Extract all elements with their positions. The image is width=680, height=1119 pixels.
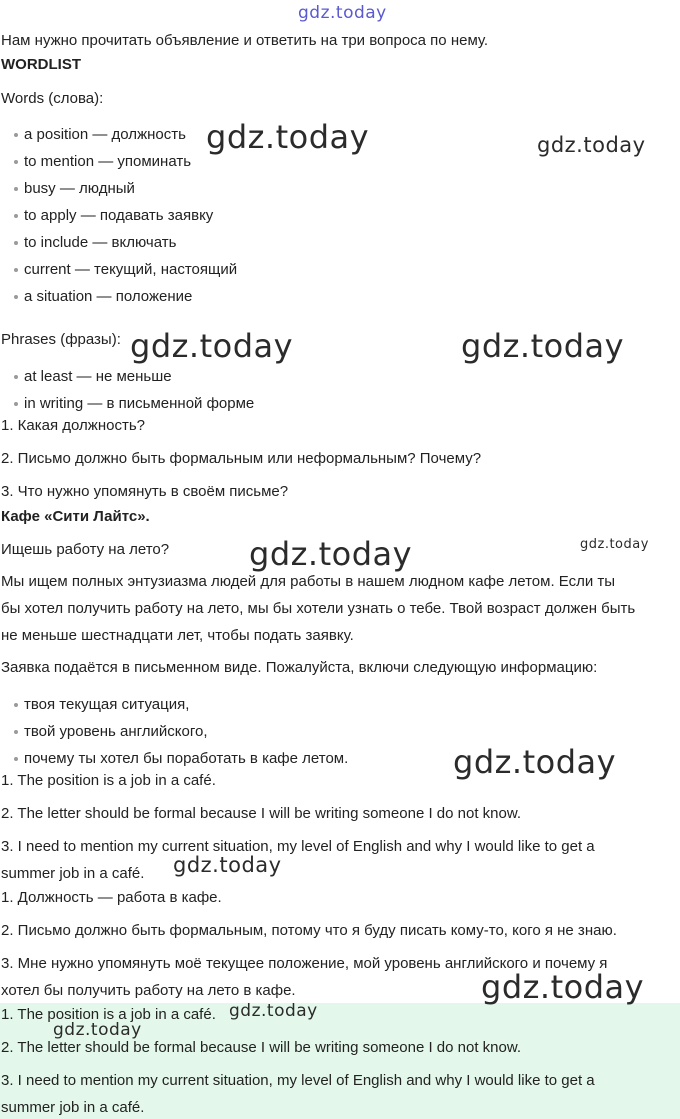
watermark: gdz.today bbox=[481, 968, 645, 1006]
ad-paragraph-line: Мы ищем полных энтузиазма людей для работы в нашем людном кафе летом. Если ты bbox=[1, 573, 616, 590]
watermark: gdz.today bbox=[249, 535, 413, 573]
list-item: твой уровень английского, bbox=[12, 721, 348, 748]
watermark: gdz.today bbox=[206, 118, 370, 156]
answer-hl-3: 3. I need to mention my current situation, my level of English and why I would like to get a bbox=[1, 1072, 595, 1089]
phrases-label: Phrases (фразы): bbox=[1, 331, 121, 348]
answer-ru-3-cont: хотел бы получить работу на лето в кафе. bbox=[1, 982, 296, 999]
watermark: gdz.today bbox=[173, 853, 282, 877]
ad-paragraph-line: бы хотел получить работу на лето, мы бы хотели узнать о тебе. Твой возраст должен быть bbox=[1, 600, 636, 617]
question-2: 2. Письмо должно быть формальным или неформальным? Почему? bbox=[1, 450, 482, 467]
watermark: gdz.today bbox=[461, 327, 625, 365]
watermark: gdz.today bbox=[453, 743, 617, 781]
answer-en-3: 3. I need to mention my current situation, my level of English and why I would like to get a bbox=[1, 838, 595, 855]
answer-ru-2: 2. Письмо должно быть формальным, потому что я буду писать кому-то, кого я не знаю. bbox=[1, 922, 617, 939]
list-item: in writing — в письменной форме bbox=[12, 393, 254, 420]
words-list bbox=[12, 124, 237, 313]
watermark: gdz.today bbox=[580, 537, 649, 552]
answer-hl-2: 2. The letter should be formal because I will be writing someone I do not know. bbox=[1, 1039, 522, 1056]
watermark: gdz.today bbox=[53, 1020, 142, 1040]
ad-question: Ищешь работу на лето? bbox=[1, 541, 170, 558]
ad-items-list bbox=[12, 694, 348, 775]
answer-ru-3: 3. Мне нужно упомянуть моё текущее положение, мой уровень английского и почему я bbox=[1, 955, 608, 972]
list-item: a situation — положение bbox=[12, 286, 237, 313]
answer-en-1: 1. The position is a job in a café. bbox=[1, 772, 216, 789]
words-label: Words (слова): bbox=[1, 90, 104, 107]
question-1: 1. Какая должность? bbox=[1, 417, 145, 434]
list-item: to include — включать bbox=[12, 232, 237, 259]
ad-request: Заявка подаётся в письменном виде. Пожалуйста, включи следующую информацию: bbox=[1, 659, 598, 676]
answer-en-2: 2. The letter should be formal because I will be writing someone I do not know. bbox=[1, 805, 522, 822]
list-item: to mention — упоминать bbox=[12, 151, 237, 178]
list-item: to apply — подавать заявку bbox=[12, 205, 237, 232]
watermark: gdz.today bbox=[130, 327, 294, 365]
list-item: current — текущий, настоящий bbox=[12, 259, 237, 286]
answer-hl-1: 1. The position is a job in a café. bbox=[1, 1006, 216, 1023]
watermark: gdz.today bbox=[537, 133, 646, 157]
answer-hl-3-cont: summer job in a café. bbox=[1, 1099, 145, 1116]
answer-ru-1: 1. Должность — работа в кафе. bbox=[1, 889, 222, 906]
watermark: gdz.today bbox=[229, 1001, 318, 1021]
list-item: твоя текущая ситуация, bbox=[12, 694, 348, 721]
answer-en-3-cont: summer job in a café. bbox=[1, 865, 145, 882]
wordlist-title: WORDLIST bbox=[1, 56, 81, 73]
ad-title: Кафе «Сити Лайтс». bbox=[1, 508, 150, 525]
intro-text: Нам нужно прочитать объявление и ответить на три вопроса по нему. bbox=[1, 32, 489, 49]
list-item: at least — не меньше bbox=[12, 366, 254, 393]
list-item: почему ты хотел бы поработать в кафе летом. bbox=[12, 748, 348, 775]
list-item: a position — должность bbox=[12, 124, 237, 151]
question-3: 3. Что нужно упомянуть в своём письме? bbox=[1, 483, 289, 500]
header-watermark: gdz.today bbox=[298, 3, 387, 23]
phrases-list bbox=[12, 366, 254, 420]
list-item: busy — людный bbox=[12, 178, 237, 205]
ad-paragraph-line: не меньше шестнадцати лет, чтобы подать заявку. bbox=[1, 627, 354, 644]
